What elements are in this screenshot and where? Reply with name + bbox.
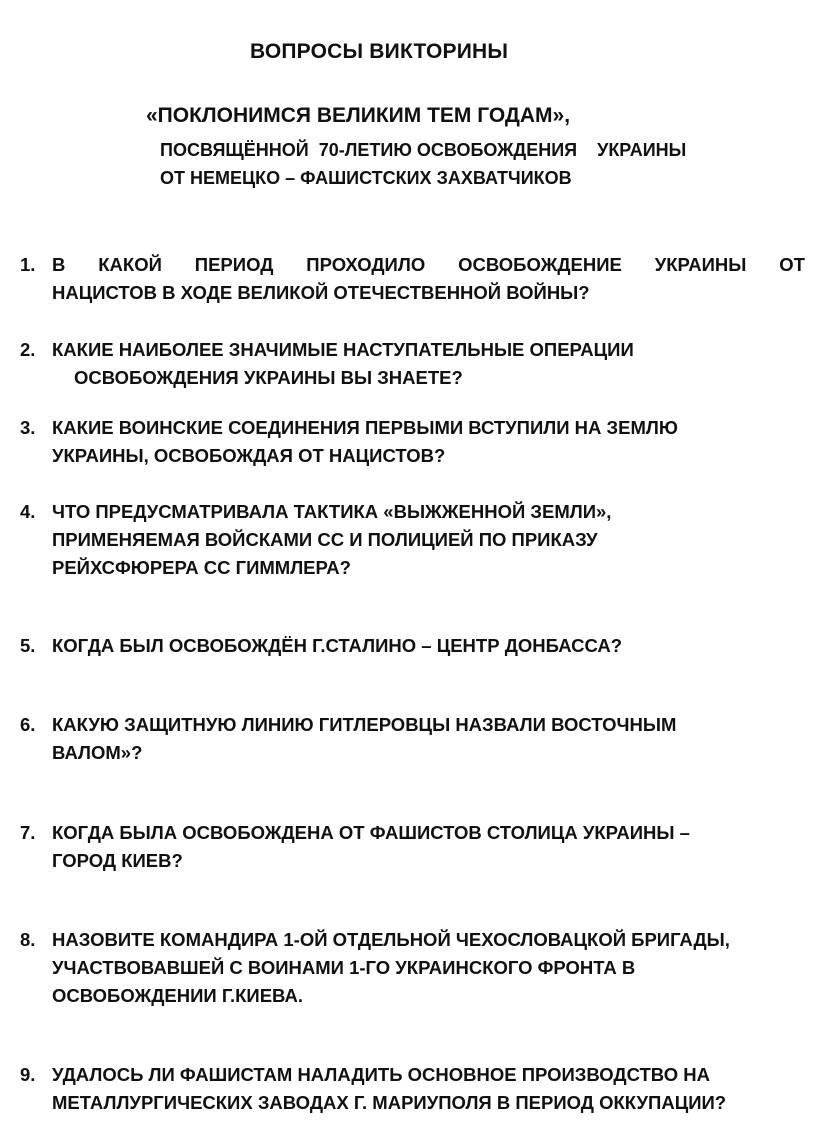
question-number: 1. — [20, 254, 36, 275]
question-text-line: КАКУЮ ЗАЩИТНУЮ ЛИНИЮ ГИТЛЕРОВЦЫ НАЗВАЛИ ВОСТОЧНЫМ — [52, 714, 677, 735]
question-text-line: КАКИЕ ВОИНСКИЕ СОЕДИНЕНИЯ ПЕРВЫМИ ВСТУПИЛИ НА ЗЕМЛЮ — [52, 417, 678, 438]
question-text-line: ВАЛОМ»? — [52, 742, 143, 763]
page-title: ВОПРОСЫ ВИКТОРИНЫ — [250, 40, 509, 63]
question-text-line: НАЦИСТОВ В ХОДЕ ВЕЛИКОЙ ОТЕЧЕСТВЕННОЙ ВОЙНЫ? — [52, 282, 590, 303]
question-text-line: ОСВОБОЖДЕНИИ Г.КИЕВА. — [52, 985, 303, 1006]
question-text-line: ЧТО ПРЕДУСМАТРИВАЛА ТАКТИКА «ВЫЖЖЕННОЙ ЗЕМЛИ», — [52, 501, 612, 522]
question-text-line: УЧАСТВОВАВШЕЙ С ВОИНАМИ 1-ГО УКРАИНСКОГО ФРОНТА В — [52, 957, 636, 978]
question-number: 2. — [20, 339, 36, 360]
question-number: 7. — [20, 822, 36, 843]
question-text-line: УКРАИНЫ, ОСВОБОЖДАЯ ОТ НАЦИСТОВ? — [52, 445, 446, 466]
question-number: 6. — [20, 714, 36, 735]
question-text-line: НАЗОВИТЕ КОМАНДИРА 1-ОЙ ОТДЕЛЬНОЙ ЧЕХОСЛОВАЦКОЙ БРИГАДЫ, — [52, 929, 730, 950]
question-3 — [20, 414, 805, 470]
question-text-line: ГОРОД КИЕВ? — [52, 850, 183, 871]
question-number: 3. — [20, 417, 36, 438]
question-number: 8. — [20, 929, 36, 950]
question-4 — [20, 498, 805, 582]
question-text-line: КАКИЕ НАИБОЛЕЕ ЗНАЧИМЫЕ НАСТУПАТЕЛЬНЫЕ ОПЕРАЦИИ — [52, 339, 634, 360]
question-9 — [20, 1061, 805, 1117]
question-text-line: В КАКОЙ ПЕРИОД ПРОХОДИЛО ОСВОБОЖДЕНИЕ УКРАИНЫ ОТ — [52, 254, 805, 275]
question-1 — [20, 251, 805, 307]
question-text-line: ПРИМЕНЯЕМАЯ ВОЙСКАМИ СС И ПОЛИЦИЕЙ ПО ПРИКАЗУ — [52, 529, 598, 550]
question-6 — [20, 711, 805, 767]
question-text-line: УДАЛОСЬ ЛИ ФАШИСТАМ НАЛАДИТЬ ОСНОВНОЕ ПРОИЗВОДСТВО НА — [52, 1064, 710, 1085]
question-number: 5. — [20, 635, 36, 656]
dedication-line-2: ОТ НЕМЕЦКО – ФАШИСТСКИХ ЗАХВАТЧИКОВ — [160, 168, 572, 188]
question-7 — [20, 819, 805, 875]
question-number: 9. — [20, 1064, 36, 1085]
question-number: 4. — [20, 501, 36, 522]
question-2 — [20, 336, 805, 392]
question-8 — [20, 926, 805, 1010]
question-text-line: РЕЙХСФЮРЕРА СС ГИММЛЕРА? — [52, 557, 351, 578]
dedication-line: ПОСВЯЩЁННОЙ 70-ЛЕТИЮ ОСВОБОЖДЕНИЯ УКРАИНЫ — [160, 140, 687, 160]
question-5 — [20, 632, 805, 660]
question-text-line: МЕТАЛЛУРГИЧЕСКИХ ЗАВОДАХ Г. МАРИУПОЛЯ В ПЕРИОД ОККУПАЦИИ? — [52, 1092, 727, 1113]
question-text-line: КОГДА БЫЛ ОСВОБОЖДЁН Г.СТАЛИНО – ЦЕНТР ДОНБАССА? — [52, 635, 623, 656]
question-text-line: КОГДА БЫЛА ОСВОБОЖДЕНА ОТ ФАШИСТОВ СТОЛИЦА УКРАИНЫ – — [52, 822, 690, 843]
quiz-subtitle: «ПОКЛОНИМСЯ ВЕЛИКИМ ТЕМ ГОДАМ», — [146, 104, 571, 127]
question-text-line: ОСВОБОЖДЕНИЯ УКРАИНЫ ВЫ ЗНАЕТЕ? — [74, 367, 463, 388]
